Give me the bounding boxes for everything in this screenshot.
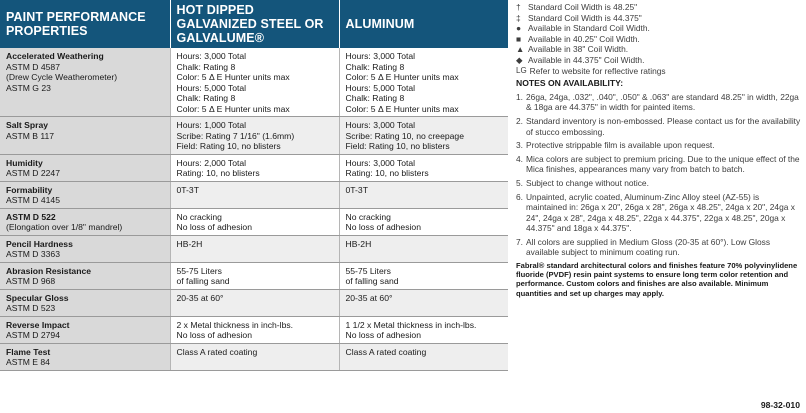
note-number: 7. — [516, 236, 523, 247]
note-number: 1. — [516, 91, 523, 102]
property-standard: ASTM D 968 — [6, 276, 56, 286]
steel-value-line: Field: Rating 10, no blisters — [176, 141, 281, 151]
table-row — [0, 208, 508, 235]
note-text: 26ga, 24ga, .032", .040", .050" & .063" are standard 48.25" in width, 22ga & 18ga are 44.375" in width for painted items. — [526, 91, 799, 113]
note-number: 6. — [516, 191, 523, 202]
property-cell — [0, 289, 170, 316]
notes-heading: NOTES ON AVAILABILITY: — [516, 78, 624, 89]
steel-value-line: HB-2H — [176, 238, 203, 249]
steel-value-line: Class A rated coating — [176, 346, 258, 357]
note-item — [516, 140, 802, 151]
note-item — [516, 192, 802, 234]
aluminum-value-cell — [339, 181, 508, 208]
property-cell — [0, 235, 170, 262]
legend-item — [516, 66, 802, 77]
legend-symbol-icon: ▲ — [516, 44, 525, 55]
document-code: 98-32-010 — [760, 400, 800, 410]
steel-value-line: 2 x Metal thickness in inch-lbs. — [176, 319, 294, 330]
aluminum-value-line: Field: Rating 10, no blisters — [345, 141, 450, 151]
note-item — [516, 154, 802, 175]
aluminum-value-line: HB-2H — [345, 238, 372, 249]
steel-value-line: 20-35 at 60° — [176, 292, 224, 303]
aluminum-value-line: Hours: 3,000 Total — [345, 120, 416, 130]
property-name: Salt Spray — [6, 120, 49, 130]
property-standard: ASTM E 84 — [6, 357, 50, 367]
table-row — [0, 48, 508, 117]
legend-item — [516, 13, 802, 24]
legend-text: Standard Coil Width is 48.25" — [528, 2, 638, 12]
property-cell — [0, 316, 170, 343]
property-cell — [0, 343, 170, 370]
header-properties: PAINT PERFORMANCE PROPERTIES — [0, 0, 170, 48]
aluminum-value-cell — [339, 343, 508, 370]
property-name: Humidity — [6, 157, 43, 168]
legend-text: Available in Standard Coil Width. — [528, 23, 650, 34]
steel-value-line: No loss of adhesion — [176, 222, 252, 232]
steel-value-line: Hours: 5,000 Total — [176, 82, 247, 93]
aluminum-value-line: No loss of adhesion — [345, 330, 421, 340]
property-name: Formability — [6, 184, 53, 195]
steel-value-cell — [170, 235, 339, 262]
aluminum-value-line: Class A rated coating — [345, 346, 427, 357]
aluminum-value-line: Hours: 3,000 Total — [345, 51, 416, 61]
note-number: 3. — [516, 140, 523, 151]
aluminum-value-cell — [339, 289, 508, 316]
steel-value-cell — [170, 117, 339, 155]
aluminum-value-line: Scribe: Rating 10, no creepage — [345, 130, 464, 141]
steel-value-line: Color: 5 Δ E Hunter units max — [176, 103, 290, 114]
aluminum-value-line: of falling sand — [345, 276, 399, 286]
aluminum-value-line: 1 1/2 x Metal thickness in inch-lbs. — [345, 319, 477, 330]
property-cell — [0, 181, 170, 208]
aluminum-value-line: 55-75 Liters — [345, 265, 391, 276]
aluminum-value-line: Color: 5 Δ E Hunter units max — [345, 103, 459, 114]
aluminum-value-cell — [339, 154, 508, 181]
steel-value-cell — [170, 262, 339, 289]
aluminum-value-line: Hours: 3,000 Total — [345, 157, 416, 168]
aluminum-value-line: 0T-3T — [345, 184, 368, 195]
note-text: Protective strippable film is available upon request. — [526, 140, 715, 151]
aluminum-value-cell — [339, 262, 508, 289]
property-standard: ASTM D 2794 — [6, 330, 60, 340]
steel-value-cell — [170, 316, 339, 343]
note-item — [516, 178, 802, 189]
legend-text: Refer to website for reflective ratings — [529, 65, 666, 76]
steel-value-line: Rating: 10, no blisters — [176, 168, 260, 178]
property-name: Flame Test — [6, 346, 51, 357]
aluminum-value-cell — [339, 316, 508, 343]
steel-value-line: of falling sand — [176, 276, 230, 286]
steel-value-line: 55-75 Liters — [176, 265, 222, 276]
fabral-statement: Fabral® standard architectural colors and finishes feature 70% polyvinylidene fluoride (PVDF) resin paint systems to ensure long term color retention and performance. Custom colors and finishes are also available. Minimum quantities and set up charges may apply. — [516, 261, 798, 298]
table-row — [0, 154, 508, 181]
property-standard: ASTM D 4587 — [6, 61, 60, 72]
legend-symbol-icon: ‡ — [516, 12, 521, 23]
note-item — [516, 92, 802, 113]
property-standard: ASTM B 117 — [6, 130, 55, 141]
legend-text: Standard Coil Width is 44.375" — [528, 12, 642, 23]
table-row — [0, 316, 508, 343]
note-text: Unpainted, acrylic coated, Aluminum-Zinc Alloy steel (AZ-55) is maintained in: 26ga x 20", 26ga x 28", 26ga x 48.25", 24ga x 20", 24ga x 24", 24ga x 28", 24ga x 48.25", 22ga x 44.375", 22ga x 48.25", 20ga x 44.375" and 18ga x 44.375". — [526, 191, 795, 234]
legend-symbol-icon: † — [516, 2, 521, 12]
steel-value-line: Hours: 3,000 Total — [176, 51, 247, 61]
steel-value-line: Hours: 2,000 Total — [176, 157, 247, 168]
table-row — [0, 181, 508, 208]
note-text: Mica colors are subject to premium pricing. Due to the unique effect of the Mica finishes, appearances many vary from batch to batch. — [526, 153, 800, 175]
steel-value-cell — [170, 48, 339, 117]
legend-item — [516, 23, 802, 34]
legend-item — [516, 2, 802, 13]
table-row — [0, 289, 508, 316]
table-row — [0, 235, 508, 262]
steel-value-cell — [170, 208, 339, 235]
note-item — [516, 237, 802, 258]
property-standard: ASTM D 4145 — [6, 195, 60, 205]
aluminum-value-line: Chalk: Rating 8 — [345, 61, 405, 72]
aluminum-value-line: 20-35 at 60° — [345, 292, 393, 303]
property-standard: (Elongation over 1/8" mandrel) — [6, 222, 123, 232]
property-name: Specular Gloss — [6, 292, 69, 303]
property-standard: ASTM D 3363 — [6, 249, 60, 259]
note-text: All colors are supplied in Medium Gloss (20-35 at 60°). Low Gloss available subject to minimum coating run. — [526, 236, 771, 258]
note-item — [516, 116, 802, 137]
note-number: 5. — [516, 177, 523, 188]
steel-value-line: Chalk: Rating 8 — [176, 93, 236, 103]
aluminum-value-line: No cracking — [345, 211, 391, 222]
aluminum-value-cell — [339, 208, 508, 235]
legend-symbol-icon: ■ — [516, 33, 522, 44]
steel-value-line: No cracking — [176, 211, 222, 222]
note-number: 2. — [516, 115, 523, 126]
steel-value-line: Hours: 1,000 Total — [176, 120, 247, 130]
steel-value-line: No loss of adhesion — [176, 330, 252, 340]
aluminum-value-line: Color: 5 Δ E Hunter units max — [345, 72, 459, 82]
steel-value-line: Scribe: Rating 7 1/16" (1.6mm) — [176, 130, 295, 141]
steel-value-line: 0T-3T — [176, 184, 199, 195]
property-name: Pencil Hardness — [6, 238, 73, 249]
property-cell — [0, 262, 170, 289]
legend-item — [516, 34, 802, 45]
property-standard: ASTM G 23 — [6, 82, 51, 93]
legend-symbol-icon: LG — [516, 65, 527, 75]
legend-symbol-icon: ● — [516, 23, 522, 34]
aluminum-value-cell — [339, 117, 508, 155]
steel-value-cell — [170, 289, 339, 316]
legend-item — [516, 55, 802, 66]
table-row — [0, 343, 508, 370]
notes-list — [516, 92, 802, 258]
property-name: Reverse Impact — [6, 319, 70, 330]
legend-item — [516, 44, 802, 55]
note-number: 4. — [516, 153, 523, 164]
property-name: Accelerated Weathering — [6, 51, 104, 61]
aluminum-value-cell — [339, 48, 508, 117]
property-cell — [0, 154, 170, 181]
property-cell — [0, 117, 170, 155]
steel-value-cell — [170, 154, 339, 181]
legend-text: Available in 40.25" Coil Width. — [528, 33, 640, 44]
property-standard: ASTM D 523 — [6, 303, 56, 313]
steel-value-line: Color: 5 Δ E Hunter units max — [176, 72, 290, 82]
property-standard: (Drew Cycle Weatherometer) — [6, 72, 118, 82]
table-header-row — [0, 0, 508, 48]
aluminum-value-line: Rating: 10, no blisters — [345, 168, 429, 178]
property-name: Abrasion Resistance — [6, 265, 92, 276]
property-cell — [0, 48, 170, 117]
legend-text: Available in 44.375" Coil Width. — [528, 54, 645, 65]
header-aluminum: ALUMINUM — [339, 0, 508, 48]
property-standard: ASTM D 2247 — [6, 168, 60, 178]
legend-symbol-icon: ◆ — [516, 54, 523, 65]
aluminum-value-cell — [339, 235, 508, 262]
table-row — [0, 117, 508, 155]
aluminum-value-line: Hours: 5,000 Total — [345, 82, 416, 93]
notes-panel — [516, 2, 802, 298]
table-row — [0, 262, 508, 289]
legend-list — [516, 2, 802, 76]
legend-text: Available in 38" Coil Width. — [528, 44, 629, 55]
note-text: Subject to change without notice. — [526, 177, 649, 188]
note-text: Standard inventory is non-embossed. Please contact us for the availability of stucco embossing. — [526, 115, 801, 137]
aluminum-value-line: Chalk: Rating 8 — [345, 93, 405, 103]
header-steel: HOT DIPPED GALVANIZED STEEL OR GALVALUME® — [170, 0, 339, 48]
aluminum-value-line: No loss of adhesion — [345, 222, 421, 232]
steel-value-cell — [170, 343, 339, 370]
steel-value-line: Chalk: Rating 8 — [176, 61, 236, 72]
property-cell — [0, 208, 170, 235]
property-name: ASTM D 522 — [6, 211, 56, 222]
steel-value-cell — [170, 181, 339, 208]
